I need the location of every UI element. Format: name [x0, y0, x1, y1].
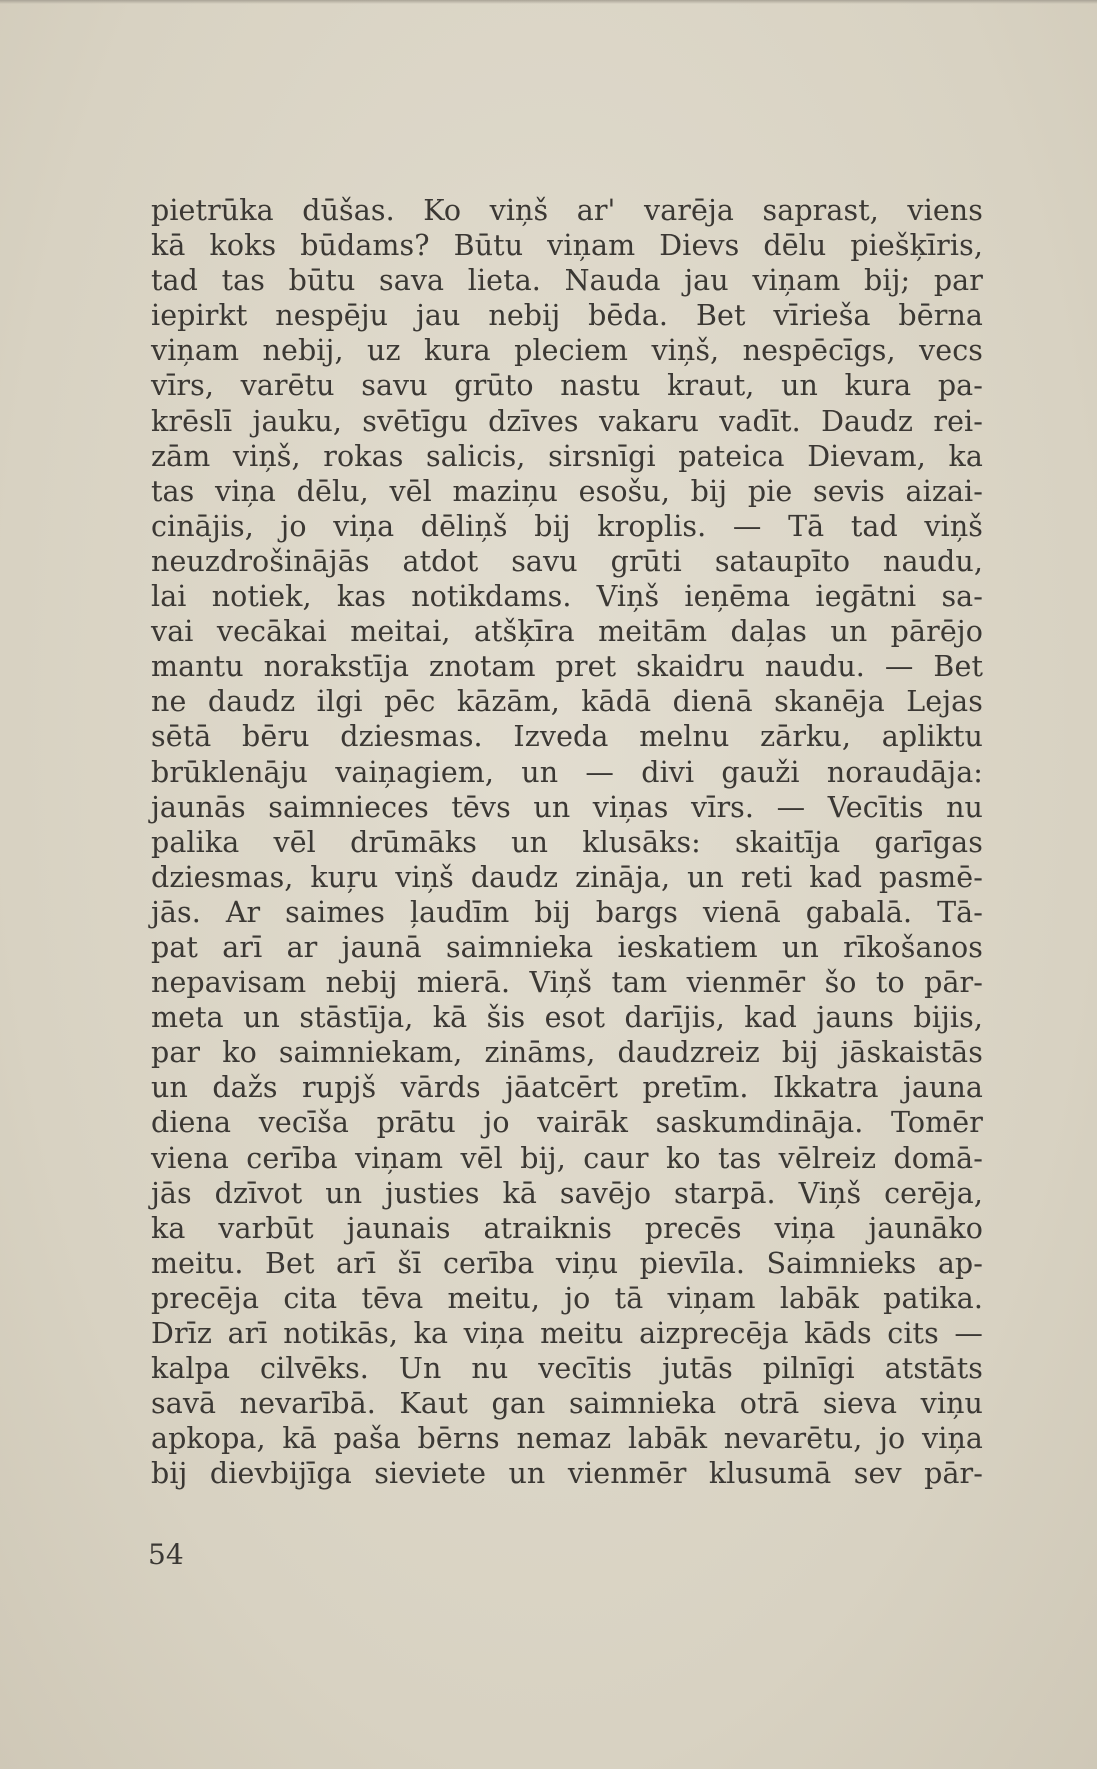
- text-line: nepavisam nebij mierā. Viņš tam vienmēr šo to pār-: [151, 966, 983, 1000]
- text-line: cinājis, jo viņa dēliņš bij kroplis. — Tā tad viņš: [151, 509, 983, 543]
- text-line: vai vecākai meitai, atšķīra meitām daļas un pārējo: [151, 615, 983, 649]
- page-number: 54: [148, 1538, 184, 1571]
- text-line: apkopa, kā paša bērns nemaz labāk nevarētu, jo viņa: [151, 1422, 983, 1456]
- text-line: meitu. Bet arī šī cerība viņu pievīla. Saimnieks ap-: [151, 1246, 983, 1280]
- text-line: savā nevarībā. Kaut gan saimnieka otrā sieva viņu: [151, 1387, 983, 1421]
- text-line: un dažs rupjš vārds jāatcērt pretīm. Ikkatra jauna: [151, 1071, 983, 1105]
- text-line: jās. Ar saimes ļaudīm bij bargs vienā gabalā. Tā-: [151, 895, 983, 929]
- body-text: [151, 193, 983, 1491]
- text-line: lai notiek, kas notikdams. Viņš ieņēma iegātni sa-: [151, 580, 983, 614]
- text-line: kalpa cilvēks. Un nu vecītis jutās pilnīgi atstāts: [151, 1352, 983, 1386]
- text-line: ne daudz ilgi pēc kāzām, kādā dienā skanēja Lejas: [151, 685, 983, 719]
- text-line: viena cerība viņam vēl bij, caur ko tas vēlreiz domā-: [151, 1141, 983, 1175]
- text-line: meta un stāstīja, kā šis esot darījis, kad jauns bijis,: [151, 1001, 983, 1035]
- text-line: jaunās saimnieces tēvs un viņas vīrs. — Vecītis nu: [151, 790, 983, 824]
- text-line: precēja cita tēva meitu, jo tā viņam labāk patika.: [151, 1281, 983, 1315]
- text-line: ka varbūt jaunais atraiknis precēs viņa jaunāko: [151, 1211, 983, 1245]
- text-line: iepirkt nespēju jau nebij bēda. Bet vīrieša bērna: [151, 299, 983, 333]
- text-line: krēslī jauku, svētīgu dzīves vakaru vadīt. Daudz rei-: [151, 404, 983, 438]
- text-line: sētā bēru dziesmas. Izveda melnu zārku, apliktu: [151, 720, 983, 754]
- text-line: palika vēl drūmāks un klusāks: skaitīja garīgas: [151, 825, 983, 859]
- text-line: brūklenāju vaiņagiem, un — divi gauži noraudāja:: [151, 755, 983, 789]
- text-line: viņam nebij, uz kura pleciem viņš, nespēcīgs, vecs: [151, 334, 983, 368]
- text-line: diena vecīša prātu jo vairāk saskumdināja. Tomēr: [151, 1106, 983, 1140]
- page-top-edge: [0, 0, 1097, 4]
- text-line: mantu norakstīja znotam pret skaidru naudu. — Bet: [151, 650, 983, 684]
- text-line: bij dievbijīga sieviete un vienmēr klusumā sev pār-: [151, 1457, 983, 1491]
- text-line: neuzdrošinājās atdot savu grūti sataupīto naudu,: [151, 544, 983, 578]
- text-line: tas viņa dēlu, vēl maziņu esošu, bij pie sevis aizai-: [151, 474, 983, 508]
- text-line: dziesmas, kuŗu viņš daudz zināja, un reti kad pasmē-: [151, 860, 983, 894]
- text-line: kā koks būdams? Būtu viņam Dievs dēlu piešķīris,: [151, 229, 983, 263]
- text-line: zām viņš, rokas salicis, sirsnīgi pateica Dievam, ka: [151, 439, 983, 473]
- text-line: vīrs, varētu savu grūto nastu kraut, un kura pa-: [151, 369, 983, 403]
- text-line: tad tas būtu sava lieta. Nauda jau viņam bij; par: [151, 264, 983, 298]
- text-line: pietrūka dūšas. Ko viņš ar' varēja saprast, viens: [151, 194, 983, 227]
- text-line: par ko saimniekam, zināms, daudzreiz bij jāskaistās: [151, 1036, 983, 1070]
- text-line: Drīz arī notikās, ka viņa meitu aizprecēja kāds cits —: [151, 1317, 983, 1350]
- text-line: jās dzīvot un justies kā savējo starpā. Viņš cerēja,: [151, 1176, 983, 1210]
- text-line: pat arī ar jaunā saimnieka ieskatiem un rīkošanos: [151, 930, 983, 964]
